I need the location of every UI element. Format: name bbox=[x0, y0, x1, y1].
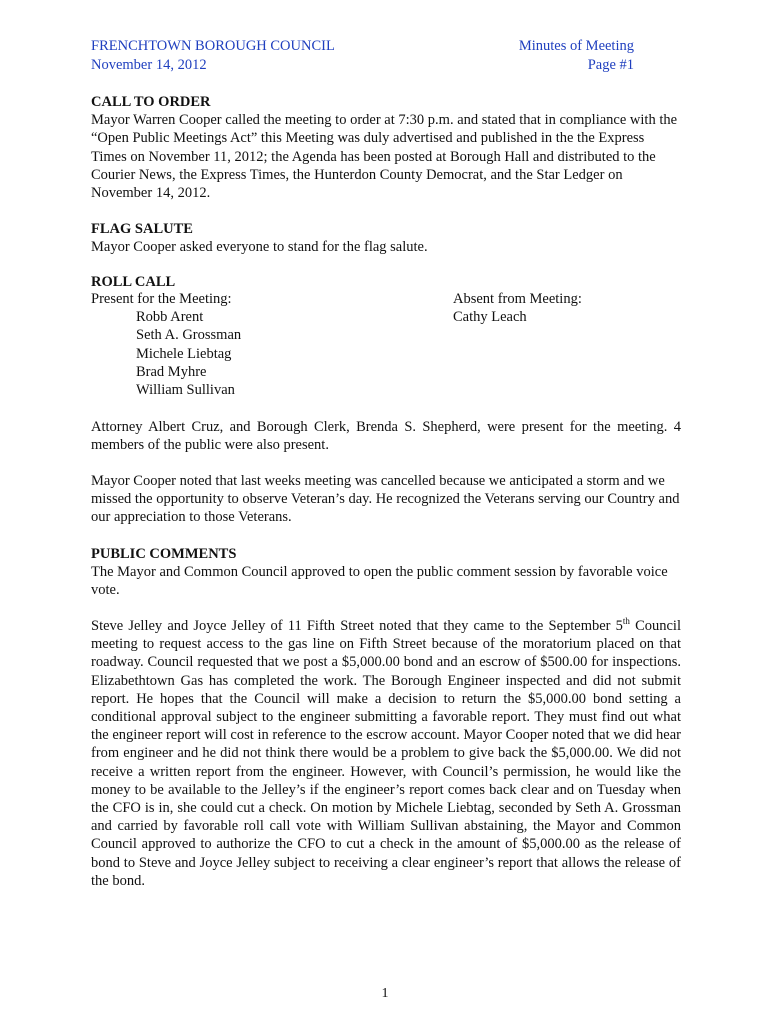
jelley-paragraph bbox=[91, 617, 681, 890]
present-label: Present for the Meeting: bbox=[91, 291, 232, 307]
roll-call-heading-block bbox=[91, 273, 681, 291]
page-number: 1 bbox=[381, 986, 389, 1001]
present-member: Michele Liebtag bbox=[136, 345, 232, 362]
present-column bbox=[91, 290, 391, 399]
public-comments-section bbox=[91, 545, 681, 600]
flag-salute-section bbox=[91, 220, 681, 256]
jelley-text-start: Steve Jelley and Joyce Jelley of 11 Fifth Street noted that they came to the September 5 bbox=[91, 618, 623, 634]
document-header-right bbox=[500, 37, 634, 75]
flag-salute-heading: FLAG SALUTE bbox=[91, 221, 193, 237]
document-type: Minutes of Meeting bbox=[518, 38, 634, 54]
flag-salute-text: Mayor Cooper asked everyone to stand for the flag salute. bbox=[91, 239, 428, 256]
call-to-order-text: Mayor Warren Cooper called the meeting to order at 7:30 p.m. and stated that in compliance with the “Open Public Meetings Act” this Meeting was duly advertised and published in the the Express Times on November 11, 2012; the Agenda has been posted at Borough Hall and distributed to the Courier News, the Express Times, the Hunterdon County Democrat, and the Star Ledger on November 14, 2012. bbox=[91, 112, 678, 202]
absent-member: Cathy Leach bbox=[453, 309, 527, 326]
absent-label: Absent from Meeting: bbox=[453, 291, 582, 307]
roll-call-heading: ROLL CALL bbox=[91, 274, 176, 290]
public-comments-heading: PUBLIC COMMENTS bbox=[91, 546, 237, 562]
ordinal-suffix: th bbox=[622, 616, 630, 627]
veterans-paragraph bbox=[91, 472, 681, 527]
veterans-note: Mayor Cooper noted that last weeks meeting was cancelled because we anticipated a storm and we missed the opportunity to observe Veteran’s day. He recognized the Veterans serving our Country and our appreciation to those Veterans. bbox=[91, 473, 680, 526]
present-member: Robb Arent bbox=[136, 309, 204, 326]
meeting-date: November 14, 2012 bbox=[91, 57, 207, 73]
attendance-paragraph bbox=[91, 418, 681, 454]
call-to-order-section bbox=[91, 93, 681, 202]
absent-column bbox=[453, 290, 673, 326]
present-member: Seth A. Grossman bbox=[136, 327, 242, 344]
public-comments-intro: The Mayor and Common Council approved to open the public comment session by favorable voice vote. bbox=[91, 564, 668, 599]
jelley-paragraph-text bbox=[91, 617, 681, 890]
attendance-note: Attorney Albert Cruz, and Borough Clerk, Brenda S. Shepherd, were present for the meeting. 4 members of the public were also present. bbox=[91, 419, 681, 454]
jelley-text-rest: Council meeting to request access to the gas line on Fifth Street because of the moratorium placed on that roadway. Council requested that we post a $5,000.00 bond and an escrow of $500.00 for inspections. Elizabethtown Gas has completed the work. The Borough Engineer inspected and did not submit report. He hopes that the Council will make a decision to return the $5,000.00 bond setting a conditional approval subject to the engineer submitting a favorable report. They must find out what the engineer report will cost in reference to the escrow account. Mayor Cooper noted that we did hear from engineer and he did not think there would be a problem to give back the $5,000.00. We did not receive a written report from the engineer. However, with Council’s permission, he would like the money to be available to the Jelley’s if the engineer’s report comes back clear and on Tuesday when the CFO is in, she could cut a check. On motion by Michele Liebtag, seconded by Seth A. Grossman and carried by favorable roll call vote with William Sullivan abstaining, the Mayor and Common Council approved to authorize the CFO to cut a check in the amount of $5,000.00 as the release of bond to Steve and Joyce Jelley subject to receiving a clear engineer’s report that allows the release of the bond. bbox=[91, 618, 681, 889]
council-name: FRENCHTOWN BOROUGH COUNCIL bbox=[91, 38, 335, 54]
document-header-left bbox=[91, 37, 335, 75]
present-member: William Sullivan bbox=[136, 382, 235, 399]
present-member: Brad Myhre bbox=[136, 363, 207, 380]
call-to-order-heading: CALL TO ORDER bbox=[91, 94, 211, 110]
page-label: Page #1 bbox=[587, 57, 634, 73]
